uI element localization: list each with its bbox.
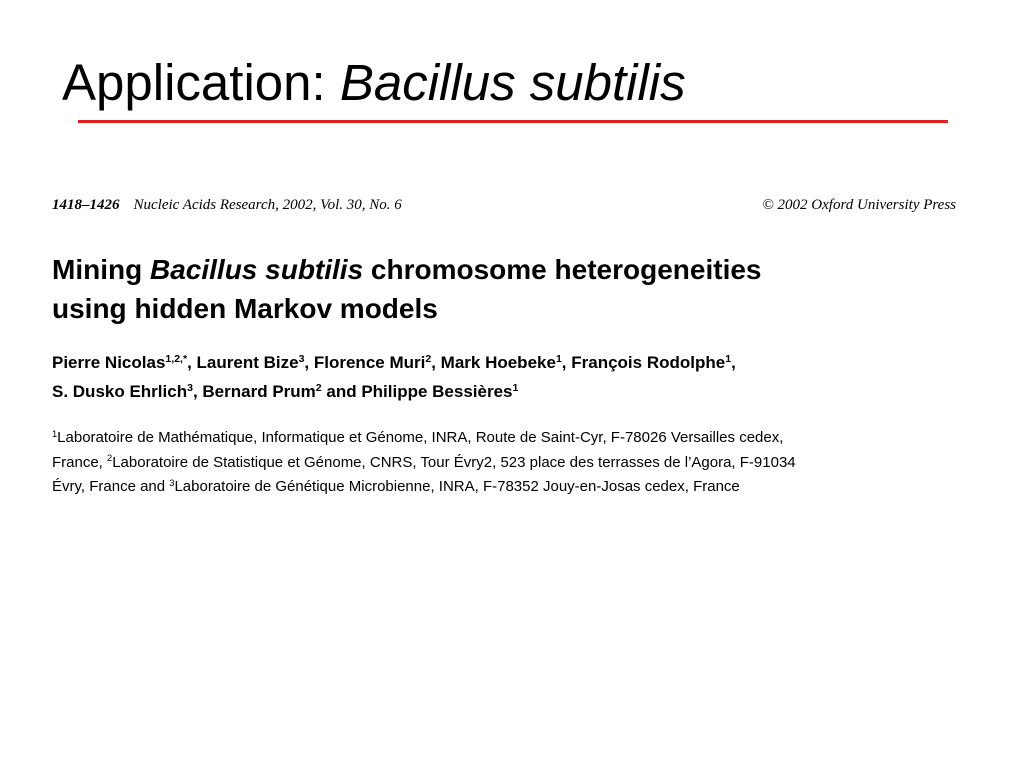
author-line-2 (52, 377, 956, 406)
author-separator: , (304, 353, 314, 372)
copyright-notice: © 2002 Oxford University Press (762, 197, 956, 213)
affiliation-marker: 1 (52, 428, 58, 439)
author-separator: and (321, 382, 362, 401)
author-affiliation-marker: 1,2,* (165, 353, 188, 366)
author-name: Bernard Prum (202, 382, 316, 401)
slide-title (62, 52, 686, 114)
author-name: Philippe Bessières (361, 382, 513, 401)
author-name: Florence Muri (313, 353, 426, 372)
author-separator: , (187, 353, 197, 372)
author-affiliation-marker: 3 (298, 353, 305, 366)
affiliation-line (52, 426, 956, 451)
journal-citation: Nucleic Acids Research, 2002, Vol. 30, No. 6 (133, 197, 402, 213)
affiliation-list (52, 426, 956, 500)
affiliation-marker: 3 (169, 477, 175, 488)
page-range: 1418–1426 (52, 197, 120, 213)
slide-title-organism: Bacillus subtilis (339, 54, 686, 111)
author-list (52, 348, 956, 406)
author-name: Pierre Nicolas (52, 353, 166, 372)
paper-title (52, 250, 956, 328)
author-affiliation-marker: 3 (187, 382, 193, 395)
slide-title-prefix: Application: (62, 54, 340, 111)
author-affiliation-marker: 2 (315, 382, 322, 395)
paper-title-organism: Bacillus subtilis (149, 254, 364, 285)
author-name: François Rodolphe (571, 353, 726, 372)
paper-title-part-1: Mining (52, 254, 150, 285)
author-affiliation-marker: 1 (555, 353, 562, 366)
author-separator: , (561, 353, 572, 372)
author-line-1 (52, 348, 956, 377)
author-affiliation-marker: 1 (512, 382, 519, 395)
title-underline-rule (78, 120, 948, 123)
affiliation-marker: 2 (107, 453, 113, 464)
author-affiliation-marker: 1 (725, 353, 732, 366)
affiliation-text: Laboratoire de Mathématique, Informatique et Génome, INRA, Route de Saint-Cyr, F-78026 Versailles cedex, (57, 429, 784, 446)
affiliation-line (52, 475, 956, 500)
author-name: Laurent Bize (196, 353, 299, 372)
author-separator: , (431, 353, 441, 372)
author-separator: , (731, 353, 736, 372)
paper-title-line-1 (52, 250, 956, 289)
citation-row (52, 190, 956, 220)
paper-title-part-2: chromosome heterogeneities (363, 254, 762, 285)
paper-title-line-2: using hidden Markov models (52, 293, 438, 324)
affiliation-text: Laboratoire de Statistique et Génome, CNRS, Tour Évry2, 523 place des terrasses de l’Agora, F-91034 (112, 453, 796, 471)
affiliation-line (52, 451, 956, 476)
author-separator: , (192, 382, 203, 401)
affiliation-text: Laboratoire de Génétique Microbienne, INRA, F-78352 Jouy-en-Josas cedex, France (174, 478, 740, 495)
affiliation-text: France, (52, 453, 108, 471)
author-affiliation-marker: 2 (425, 353, 432, 366)
affiliation-text: Évry, France and (52, 478, 170, 495)
author-name: S. Dusko Ehrlich (52, 382, 188, 401)
author-name: Mark Hoebeke (440, 353, 556, 372)
